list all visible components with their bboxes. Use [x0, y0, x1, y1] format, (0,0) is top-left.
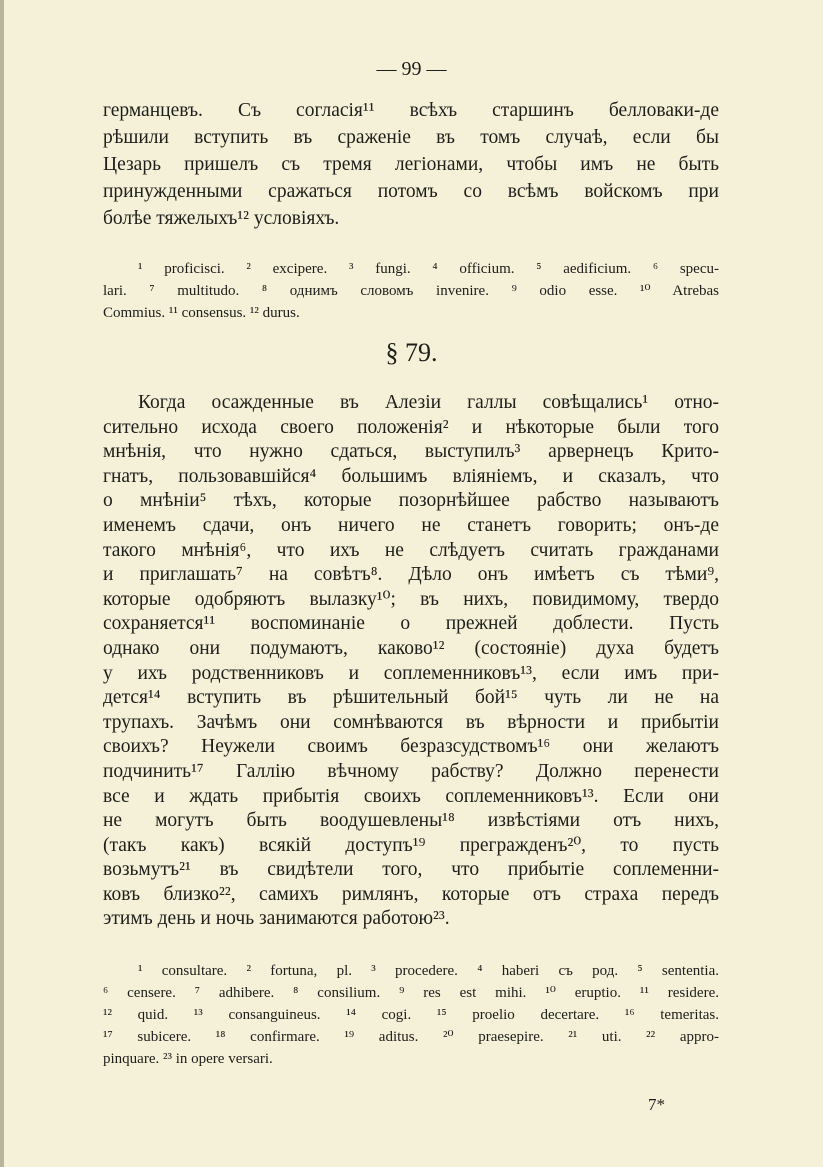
text-line: и приглашать⁷ на совѣтъ⁸. Дѣло онъ имѣетъ съ тѣми⁹,	[103, 564, 719, 586]
text-line: которые одобряютъ вылазку¹⁰; въ нихъ, повидимому, твердо	[103, 588, 719, 610]
text-line: не могутъ быть воодушевлены¹⁸ извѣстіями отъ нихъ,	[103, 810, 719, 832]
text-line: сохраняется¹¹ воспоминаніе о прежней доблести. Пусть	[103, 613, 719, 635]
footnote-line: ¹² quid. ¹³ consanguineus. ¹⁴ cogi. ¹⁵ proelio decertare. ¹⁶ temeritas.	[103, 1007, 719, 1023]
paragraph-1	[103, 97, 719, 232]
text-line: однако они подумаютъ, каково¹² (состояніе) духа будетъ	[103, 637, 719, 659]
section-heading: § 79.	[385, 338, 438, 367]
text-line: гнатъ, пользовавшійся⁴ большимъ вліяніемъ, и сказалъ, что	[103, 465, 719, 487]
text-line: сительно исхода своего положенія² и нѣкоторые были того	[103, 416, 719, 438]
footnote-line: lari. ⁷ multitudo. ⁸ однимъ словомъ invenire. ⁹ odio esse. ¹⁰ Atrebas	[103, 283, 719, 299]
text-line: подчинить¹⁷ Галлію вѣчному рабству? Должно перенести	[103, 760, 719, 782]
text-line: возьмутъ²¹ въ свидѣтели того, что прибытіе соплеменни-	[103, 859, 719, 881]
text-line: ковъ близко²², самихъ римлянъ, которые отъ страха передъ	[103, 883, 719, 905]
text-line: мнѣнія, что нужно сдаться, выступилъ³ арвернецъ Крито-	[103, 441, 719, 463]
footnote-line: ¹ consultare. ² fortuna, pl. ³ procedere. ⁴ haberi съ род. ⁵ sententia.	[138, 963, 719, 979]
footnote-line: ¹⁷ subicere. ¹⁸ confirmare. ¹⁹ aditus. ²⁰ praesepire. ²¹ uti. ²² appro-	[103, 1029, 719, 1045]
footnote-line: pinquare. ²³ in opere versari.	[103, 1051, 273, 1067]
scan-edge	[0, 0, 4, 1167]
footnote-line: ⁶ censere. ⁷ adhibere. ⁸ consilium. ⁹ res est mihi. ¹⁰ eruptio. ¹¹ residere.	[103, 985, 719, 1001]
text-line: Когда осажденные въ Алезіи галлы совѣщались¹ отно-	[138, 392, 719, 413]
text-line: рѣшили вступить въ сраженіе въ томъ случаѣ, если бы	[103, 127, 719, 148]
signature-mark: 7*	[648, 1095, 665, 1114]
paragraph-2	[103, 391, 719, 932]
footnotes-2	[103, 960, 719, 1070]
text-line: у ихъ родственниковъ и соплеменниковъ¹³, если имъ при-	[103, 662, 719, 684]
text-line: болѣе тяжелыхъ¹² условіяхъ.	[103, 208, 340, 229]
text-line: дется¹⁴ вступить въ рѣшительный бой¹⁵ чуть ли не на	[103, 687, 719, 709]
text-line: о мнѣніи⁵ тѣхъ, которые позорнѣйшее рабство называютъ	[103, 490, 719, 512]
text-line: принужденными сражаться потомъ со всѣмъ войскомъ при	[103, 181, 719, 202]
text-line: такого мнѣнія⁶, что ихъ не слѣдуетъ считать гражданами	[103, 539, 719, 561]
page-number: — 99 —	[376, 58, 447, 80]
text-line: именемъ сдачи, онъ ничего не станетъ говорить; онъ-де	[103, 514, 719, 536]
text-line: трупахъ. Зачѣмъ они сомнѣваются въ вѣрности и прибытіи	[103, 711, 719, 733]
text-line: Цезарь пришелъ съ тремя легіонами, чтобы имъ не быть	[103, 154, 719, 175]
text-line: этимъ день и ночь занимаются работою²³.	[103, 908, 450, 930]
text-line: (такъ какъ) всякій доступъ¹⁹ прегражденъ²⁰, то пусть	[103, 834, 719, 856]
footnotes-1	[103, 258, 719, 324]
footnote-line: Commius. ¹¹ consensus. ¹² durus.	[103, 305, 300, 321]
footnote-line: ¹ proficisci. ² excipere. ³ fungi. ⁴ officium. ⁵ aedificium. ⁶ specu-	[138, 261, 719, 277]
text-line: германцевъ. Съ согласія¹¹ всѣхъ старшинъ белловаки-де	[103, 100, 719, 121]
text-line: своихъ? Неужели своимъ безразсудствомъ¹⁶ они желаютъ	[103, 736, 719, 758]
text-line: все и ждать прибытія своихъ соплеменниковъ¹³. Если они	[103, 785, 719, 807]
